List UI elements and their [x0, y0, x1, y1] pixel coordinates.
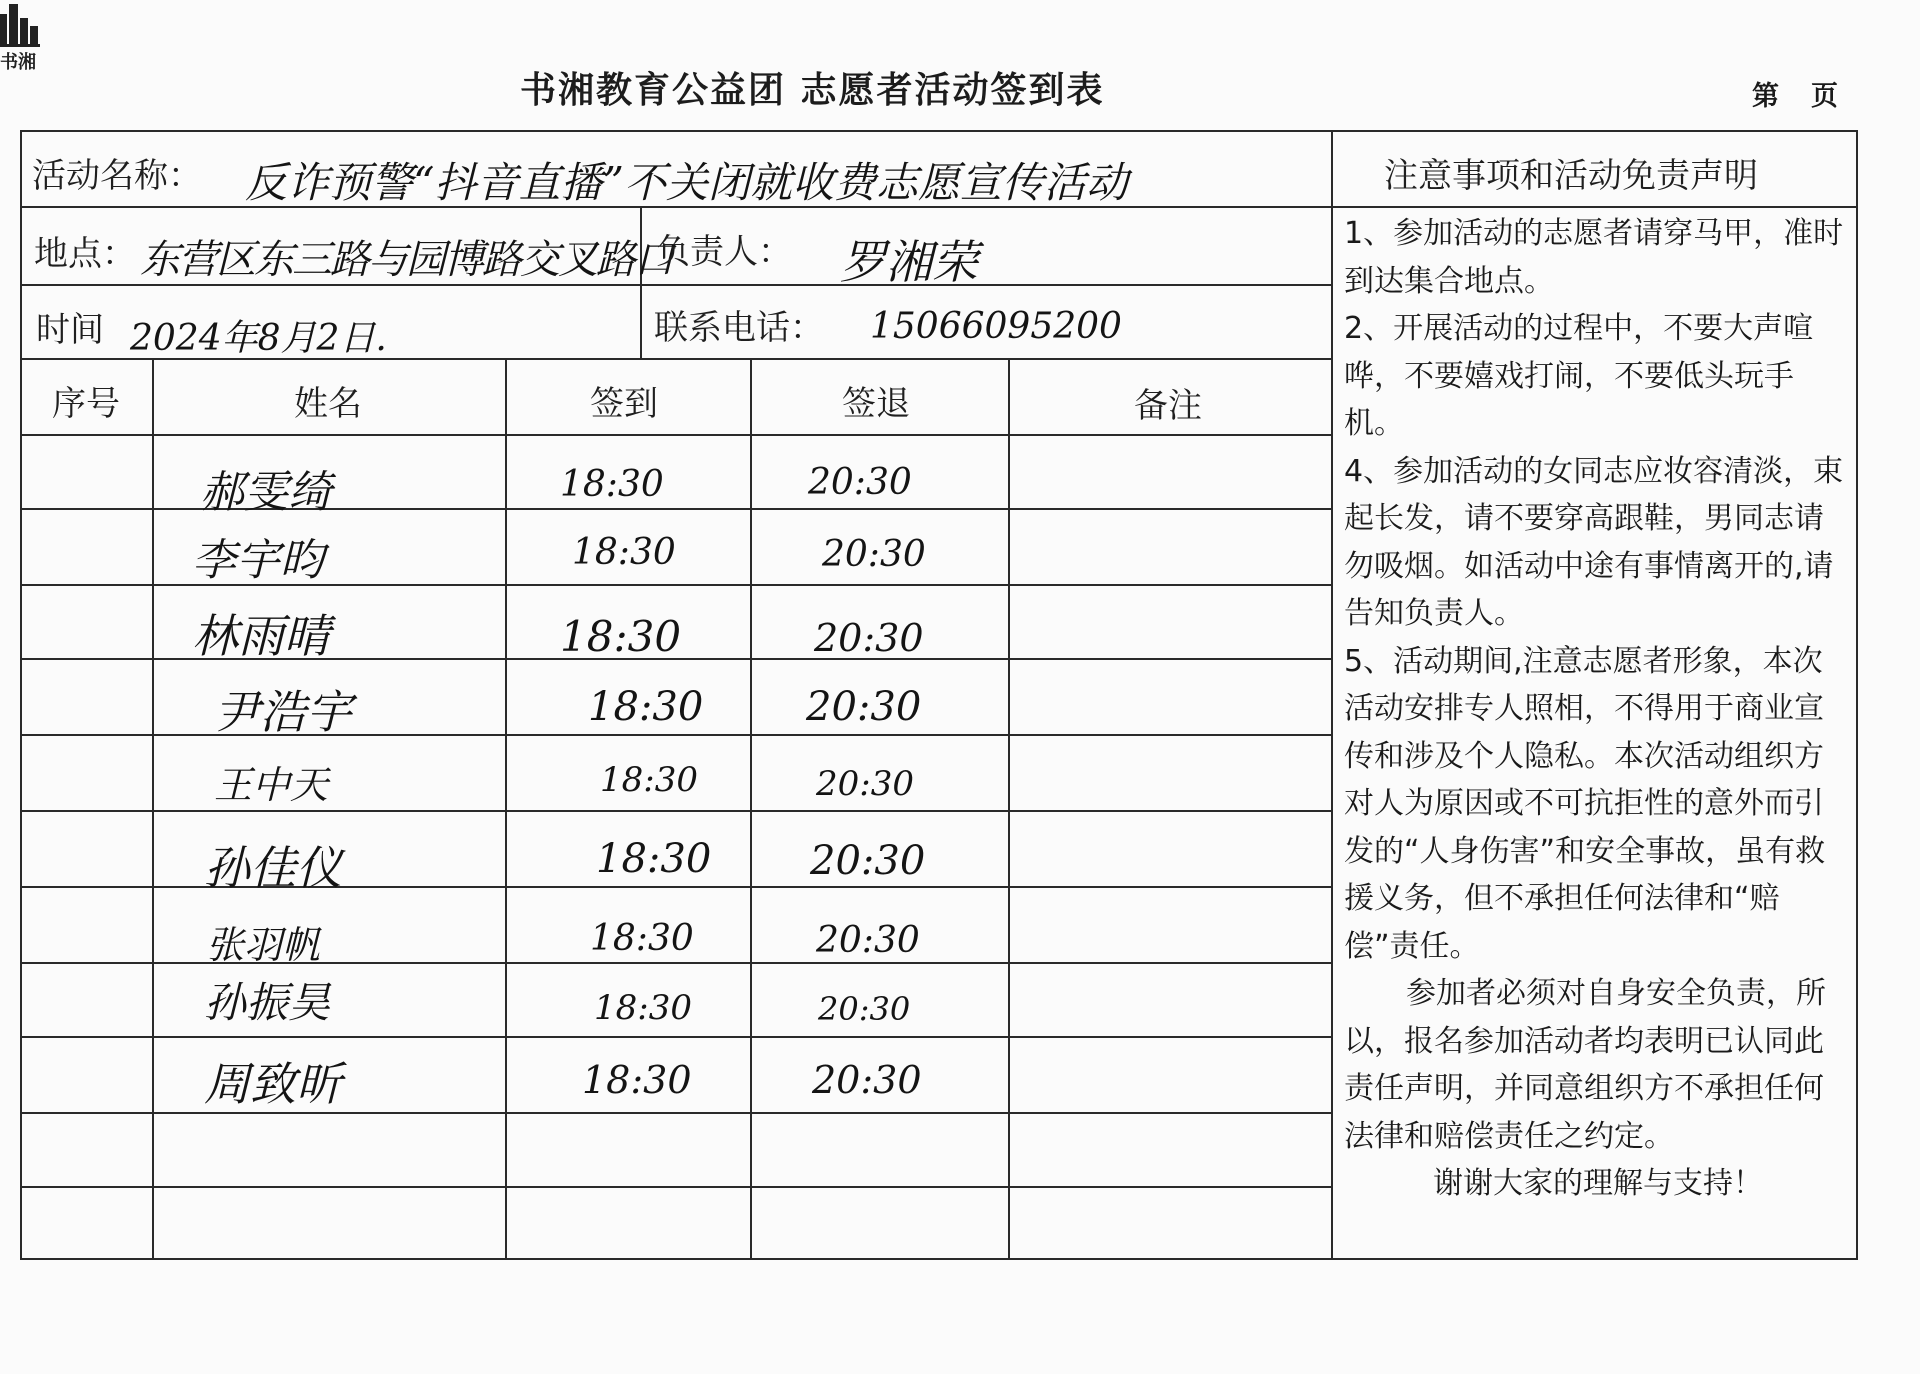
- notice-body: [1344, 210, 1852, 1208]
- leader-value: 罗湘荣: [840, 235, 978, 289]
- row-7-sign-out: 20:30: [816, 920, 920, 961]
- column-header-sign-in: 签到: [590, 384, 658, 424]
- notice-title: 注意事项和活动免责声明: [1384, 156, 1758, 196]
- row-4-name: 尹浩宇: [214, 685, 352, 739]
- divider: [20, 434, 1332, 436]
- notice-item-2: 2、开展活动的过程中，不要大声喧哗，不要嬉戏打闹，不要低头玩手机。: [1344, 311, 1814, 441]
- divider: [20, 1186, 1332, 1188]
- notice-thanks: 谢谢大家的理解与支持！: [1433, 1166, 1763, 1201]
- row-8-name: 孙振昊: [204, 978, 331, 1027]
- row-5-name: 王中天: [214, 763, 329, 807]
- row-4-sign-in: 18:30: [588, 684, 704, 730]
- row-7-sign-in: 18:30: [590, 918, 694, 959]
- row-6-name: 孙佳仪: [204, 841, 342, 895]
- leader-label: 负责人：: [656, 232, 792, 272]
- row-5-sign-out: 20:30: [816, 764, 914, 804]
- logo-text: 书湘: [0, 52, 36, 73]
- row-1-name: 郝雯绮: [200, 467, 332, 518]
- row-3-sign-in: 18:30: [560, 612, 682, 661]
- location-value: 东营区东三路与园博路交叉路口: [140, 237, 672, 283]
- notice-responsibility: 参加者必须对自身安全负责，所以，报名参加活动者均表明已认同此责任声明，并同意组织方不承担任何法律和赔偿责任之约定。: [1344, 976, 1826, 1154]
- date-value: 2024年8月2日.: [130, 318, 387, 359]
- row-3-name: 林雨晴: [192, 609, 330, 663]
- row-4-sign-out: 20:30: [806, 684, 922, 730]
- row-9-sign-out: 20:30: [812, 1058, 922, 1102]
- row-6-sign-out: 20:30: [810, 838, 926, 884]
- row-1-sign-in: 18:30: [560, 464, 664, 505]
- activity-name-label: 活动名称：: [32, 156, 202, 196]
- row-2-sign-out: 20:30: [822, 534, 926, 575]
- divider: [20, 1036, 1332, 1038]
- column-header-seq: 序号: [52, 384, 120, 424]
- row-9-name: 周致昕: [204, 1057, 342, 1111]
- row-8-sign-in: 18:30: [594, 988, 692, 1028]
- divider: [20, 810, 1332, 812]
- notice-item-1: 1、参加活动的志愿者请穿马甲，准时到达集合地点。: [1344, 216, 1844, 299]
- row-7-name: 张羽帆: [206, 923, 321, 967]
- column-header-name: 姓名: [294, 384, 362, 424]
- location-label: 地点：: [34, 234, 136, 274]
- row-2-sign-in: 18:30: [572, 532, 676, 573]
- divider: [152, 358, 154, 1260]
- row-5-sign-in: 18:30: [600, 760, 698, 800]
- row-9-sign-in: 18:30: [582, 1058, 692, 1102]
- time-label: 时间: [36, 310, 104, 350]
- divider: [505, 358, 507, 1260]
- column-header-sign-out: 签退: [842, 384, 910, 424]
- phone-label: 联系电话：: [654, 308, 824, 348]
- column-header-remark: 备注: [1134, 386, 1202, 426]
- row-6-sign-in: 18:30: [596, 836, 712, 882]
- row-1-sign-out: 20:30: [808, 462, 912, 503]
- row-3-sign-out: 20:30: [814, 616, 924, 660]
- page-number-label: 第 页: [1752, 81, 1840, 112]
- divider: [1331, 130, 1333, 1260]
- row-8-sign-out: 20:30: [818, 990, 911, 1028]
- row-2-name: 李宇昀: [192, 535, 324, 586]
- notice-item-5: 5、活动期间,注意志愿者形象，本次活动安排专人照相，不得用于商业宣传和涉及个人隐私。本次活动组织方对人为原因或不可抗拒性的意外而引发的“人身伤害”和安全事故，虽有救援义务，但不承担任何法律和“赔偿”责任。: [1344, 643, 1826, 964]
- page-title: 书湘教育公益团 志愿者活动签到表: [520, 70, 1105, 111]
- divider: [1008, 358, 1010, 1260]
- notice-item-4: 4、参加活动的女同志应妆容清淡，束起长发，请不要穿高跟鞋，男同志请勿吸烟。如活动中途有事情离开的,请告知负责人。: [1344, 453, 1844, 631]
- activity-name-value: 反诈预警“抖音直播”不关闭就收费志愿宣传活动: [245, 158, 1128, 207]
- phone-value: 15066095200: [870, 306, 1122, 347]
- divider: [750, 358, 752, 1260]
